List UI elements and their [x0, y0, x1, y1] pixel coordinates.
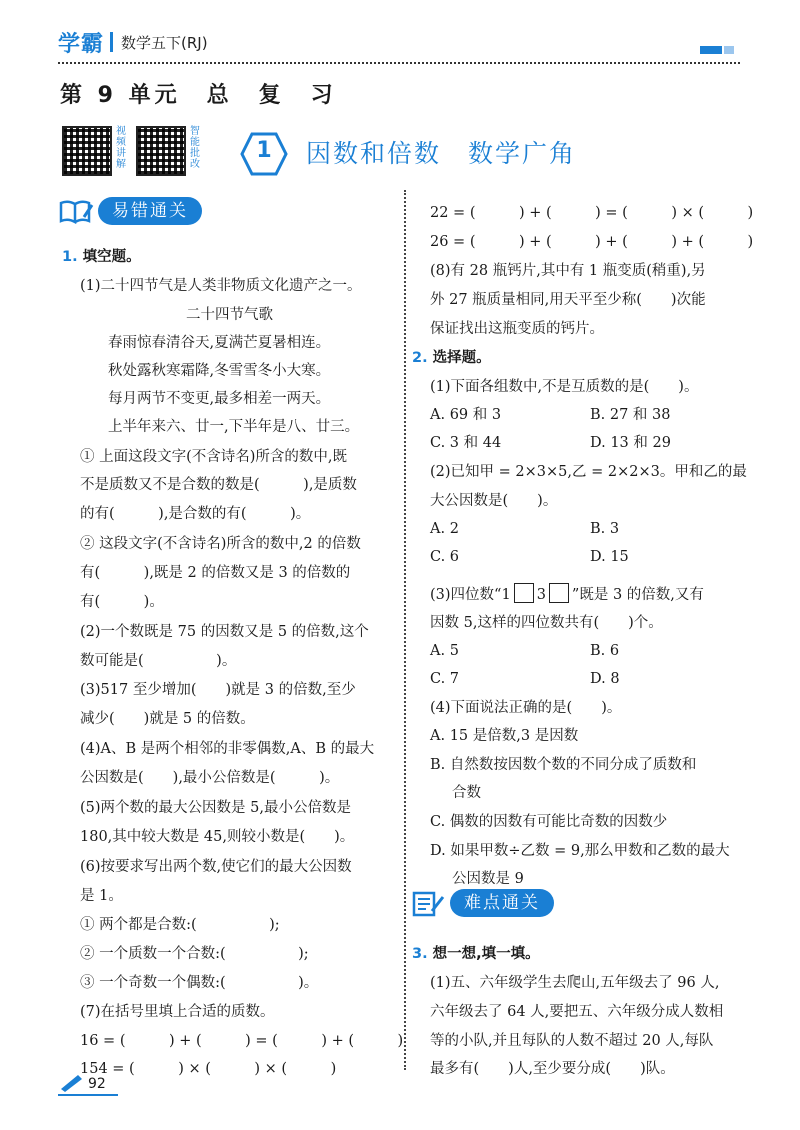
- left-text-line: 154 = ( ) × ( ) × ( ): [80, 1061, 337, 1077]
- right-text-line: 大公因数是( )。: [430, 493, 558, 509]
- left-text-line: ① 上面这段文字(不含诗名)所含的数中,既: [80, 449, 348, 465]
- section-title: 因数和倍数 数学广角: [306, 139, 577, 168]
- question-number: 1.: [62, 249, 83, 265]
- right-text-line: A. 69 和 3: [430, 407, 502, 423]
- right-text-line: (2)已知甲 = 2×3×5,乙 = 2×2×3。甲和乙的最: [430, 464, 747, 480]
- right-text-line: (8)有 28 瓶钙片,其中有 1 瓶变质(稍重),另: [430, 263, 706, 279]
- question-four-digit-number: (3)四位数“1 3 ”既是 3 的倍数,又有: [430, 583, 704, 606]
- right-text-line: B. 6: [590, 643, 620, 659]
- left-text-line: (6)按要求写出两个数,使它们的最大公因数: [80, 859, 352, 875]
- left-text-line: 二十四节气歌: [186, 307, 273, 323]
- right-text-line: A. 5: [430, 643, 459, 659]
- right-text-line: D. 13 和 29: [590, 435, 671, 451]
- right-text-line: 合数: [452, 785, 481, 801]
- left-text-line: 的有( ),是合数的有( )。: [80, 506, 311, 522]
- qr-label-grading: 智能批改: [190, 126, 200, 170]
- question-heading-text: 填空题。: [82, 249, 141, 265]
- left-text-line: 180,其中较大数是 45,则较小数是( )。: [80, 829, 355, 845]
- column-divider: [404, 190, 406, 1070]
- right-text-line: B. 自然数按因数个数的不同分成了质数和: [430, 757, 697, 773]
- right-text-line: B. 3: [590, 521, 620, 537]
- left-text-line: ① 两个都是合数:( );: [80, 917, 280, 933]
- question-heading-text: 想一想,填一填。: [432, 946, 540, 962]
- right-text-line: D. 8: [590, 671, 620, 687]
- left-text-line: ② 这段文字(不含诗名)所含的数中,2 的倍数: [80, 536, 361, 552]
- qr-label-video: 视频讲解: [116, 126, 126, 170]
- brand-logo: 学霸: [58, 31, 105, 57]
- right-text-line: B. 27 和 38: [590, 407, 671, 423]
- right-text-line: C. 3 和 44: [430, 435, 502, 451]
- left-text-line: (5)两个数的最大公因数是 5,最小公倍数是: [80, 800, 351, 816]
- left-text-line: 不是质数又不是合数的数是( ),是质数: [80, 477, 357, 493]
- left-text-line: 数可能是( )。: [80, 653, 237, 669]
- right-text-line: 外 27 瓶质量相同,用天平至少称( )次能: [430, 292, 706, 308]
- left-text-line: 是 1。: [80, 888, 123, 904]
- left-text-line: 上半年来六、廿一,下半年是八、廿三。: [108, 419, 360, 435]
- left-text-line: (7)在括号里填上合适的质数。: [80, 1004, 275, 1020]
- right-text-line: C. 7: [430, 671, 460, 687]
- badge-hard-points: [410, 888, 554, 918]
- left-text-line: 有( ),既是 2 的倍数又是 3 的倍数的: [80, 565, 351, 581]
- right-text-line: 公因数是 9: [452, 871, 524, 887]
- right-question-heading: [412, 347, 491, 369]
- right-text-line: (1)五、六年级学生去爬山,五年级去了 96 人,: [430, 975, 720, 991]
- left-text-line: ③ 一个奇数一个偶数:( )。: [80, 975, 319, 991]
- left-text-line: 公因数是( ),最小公倍数是( )。: [80, 770, 340, 786]
- right-text-line: (4)下面说法正确的是( )。: [430, 700, 622, 716]
- header-divider: [58, 62, 740, 64]
- qr-code-video[interactable]: [62, 126, 112, 176]
- unit-title: 第 9 单元 总 复 习: [60, 83, 337, 108]
- section-number: 1: [256, 138, 272, 163]
- right-text-line: D. 如果甲数÷乙数 = 9,那么甲数和乙数的最大: [430, 843, 730, 859]
- header-mark: [700, 46, 722, 54]
- left-text-line: ② 一个质数一个合数:( );: [80, 946, 309, 962]
- footer-underline: [58, 1094, 118, 1096]
- left-text-line: 16 = ( ) + ( ) = ( ) + ( ): [80, 1033, 404, 1049]
- question-four-digit-number-line2: 因数 5,这样的四位数共有( )个。: [430, 615, 663, 631]
- question-heading-text: 选择题。: [432, 350, 491, 366]
- left-text-line: (2)一个数既是 75 的因数又是 5 的倍数,这个: [80, 624, 369, 640]
- brand-separator: [110, 32, 113, 52]
- right-text-line: C. 6: [430, 549, 460, 565]
- qr-code-grading[interactable]: [136, 126, 186, 176]
- question-number: 3.: [412, 946, 433, 962]
- left-text-line: (4)A、B 是两个相邻的非零偶数,A、B 的最大: [80, 741, 375, 757]
- page-number: 92: [88, 1076, 106, 1092]
- right-text-line: 保证找出这瓶变质的钙片。: [430, 321, 604, 337]
- digit-blank-box-2[interactable]: [549, 583, 569, 603]
- left-text-line: (1)二十四节气是人类非物质文化遗产之一。: [80, 278, 362, 294]
- left-text-line: 有( )。: [80, 594, 164, 610]
- left-text-line: (3)517 至少增加( )就是 3 的倍数,至少: [80, 682, 356, 698]
- open-book-pen-icon: [58, 197, 94, 225]
- left-text-line: 减少( )就是 5 的倍数。: [80, 711, 255, 727]
- right-text-line: 26 = ( ) + ( ) + ( ) + ( ): [430, 234, 754, 250]
- right-text-line: (1)下面各组数中,不是互质数的是( )。: [430, 379, 699, 395]
- left-text-line: 秋处露秋寒霜降,冬雪雪冬小大寒。: [108, 363, 331, 379]
- digit-blank-box-1[interactable]: [514, 583, 534, 603]
- right-text-line: 六年级去了 64 人,要把五、六年级分成人数相: [430, 1004, 724, 1020]
- badge-hard-label: 难点通关: [450, 889, 554, 917]
- brand-subtitle: 数学五下(RJ): [121, 33, 208, 52]
- left-text-line: 春雨惊春清谷天,夏满芒夏暑相连。: [108, 335, 331, 351]
- pencil-icon: [58, 1072, 84, 1092]
- right-text-line: A. 15 是倍数,3 是因数: [430, 728, 579, 744]
- right-text-line: C. 偶数的因数有可能比奇数的因数少: [430, 814, 668, 830]
- notepad-pen-icon: [410, 889, 446, 917]
- left-question-heading: [62, 246, 141, 268]
- right-text-line: 等的小队,并且每队的人数不超过 20 人,每队: [430, 1033, 714, 1049]
- badge-easy-mistakes: [58, 196, 202, 226]
- right-text-line: A. 2: [430, 521, 459, 537]
- question-number: 2.: [412, 350, 433, 366]
- brand-header: [58, 28, 208, 56]
- left-text-line: 每月两节不变更,最多相差一两天。: [108, 391, 331, 407]
- right-text-line: D. 15: [590, 549, 629, 565]
- right-text-line: 最多有( )人,至少要分成( )队。: [430, 1061, 675, 1077]
- right-text-line: 22 = ( ) + ( ) = ( ) × ( ): [430, 205, 754, 221]
- header-mark-light: [724, 46, 734, 54]
- badge-easy-label: 易错通关: [98, 197, 202, 225]
- right-question-heading: [412, 943, 540, 965]
